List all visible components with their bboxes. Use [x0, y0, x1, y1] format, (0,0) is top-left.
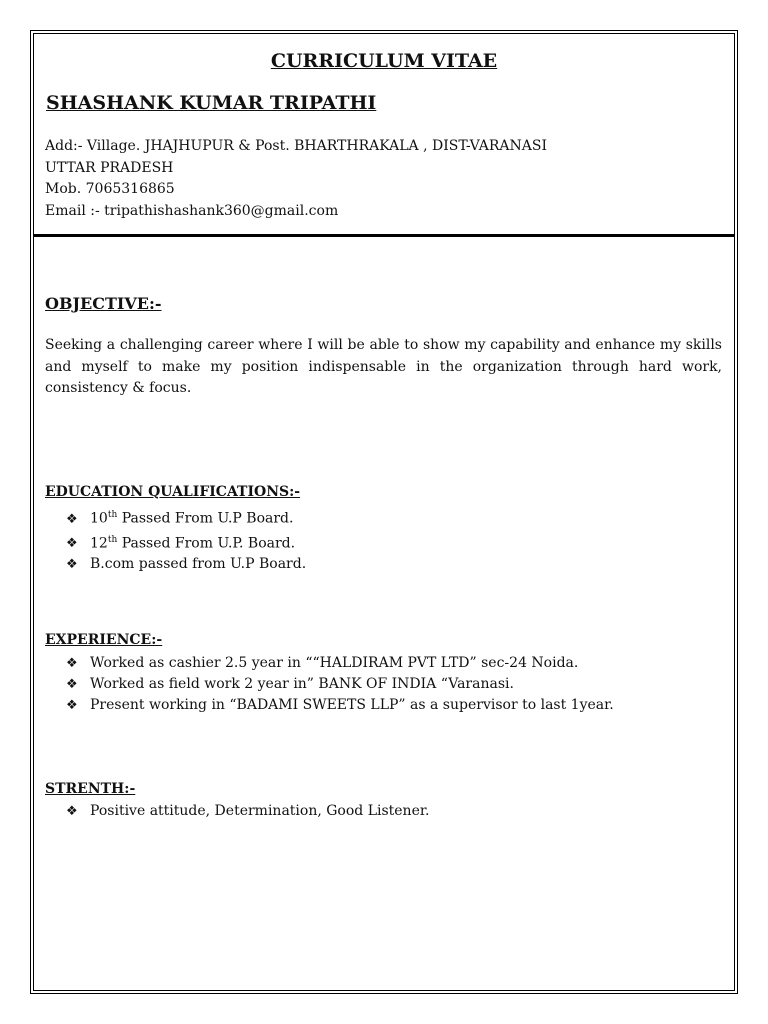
list-item: ❖ 10th Passed From U.P Board.	[66, 505, 306, 530]
address-line-1: Add:- Village. JHAJHUPUR & Post. BHARTHRAKALA , DIST-VARANASI	[45, 138, 547, 154]
experience-heading: EXPERIENCE:-	[45, 632, 163, 648]
list-item: ❖ Positive attitude, Determination, Good Listener.	[66, 801, 429, 822]
header-block	[34, 34, 734, 237]
mobile-number: Mob. 7065316865	[45, 181, 175, 197]
list-item: ❖ Present working in “BADAMI SWEETS LLP” as a supervisor to last 1year.	[66, 695, 614, 716]
address-line-2: UTTAR PRADESH	[45, 159, 174, 176]
email-address: Email :- tripathishashank360@gmail.com	[45, 202, 339, 219]
diamond-bullet-icon: ❖	[66, 536, 78, 552]
strength-heading: STRENTH:-	[45, 781, 136, 797]
objective-heading: OBJECTIVE:-	[45, 294, 162, 313]
diamond-bullet-icon: ❖	[66, 698, 78, 713]
contact-details	[45, 136, 547, 222]
experience-list	[66, 653, 614, 716]
diamond-bullet-icon: ❖	[66, 804, 78, 819]
candidate-name: SHASHANK KUMAR TRIPATHI	[46, 92, 377, 114]
diamond-bullet-icon: ❖	[66, 511, 78, 527]
objective-text: Seeking a challenging career where I will be able to show my capability and enhance my skills and myself to make my position indispensable in the organization through hard work, consistency & focus.	[45, 337, 722, 396]
list-item: ❖ 12th Passed From U.P. Board.	[66, 530, 306, 555]
diamond-bullet-icon: ❖	[66, 677, 78, 692]
diamond-bullet-icon: ❖	[66, 656, 78, 671]
education-heading: EDUCATION QUALIFICATIONS:-	[45, 484, 301, 500]
document-title: CURRICULUM VITAE	[270, 50, 498, 72]
strength-list	[66, 801, 429, 822]
diamond-bullet-icon: ❖	[66, 557, 78, 573]
list-item: ❖ Worked as field work 2 year in” BANK OF INDIA “Varanasi.	[66, 674, 614, 695]
list-item: ❖ Worked as cashier 2.5 year in ““HALDIRAM PVT LTD” sec-24 Noida.	[66, 653, 614, 674]
education-list	[66, 505, 306, 575]
list-item: ❖ B.com passed from U.P Board.	[66, 554, 306, 575]
